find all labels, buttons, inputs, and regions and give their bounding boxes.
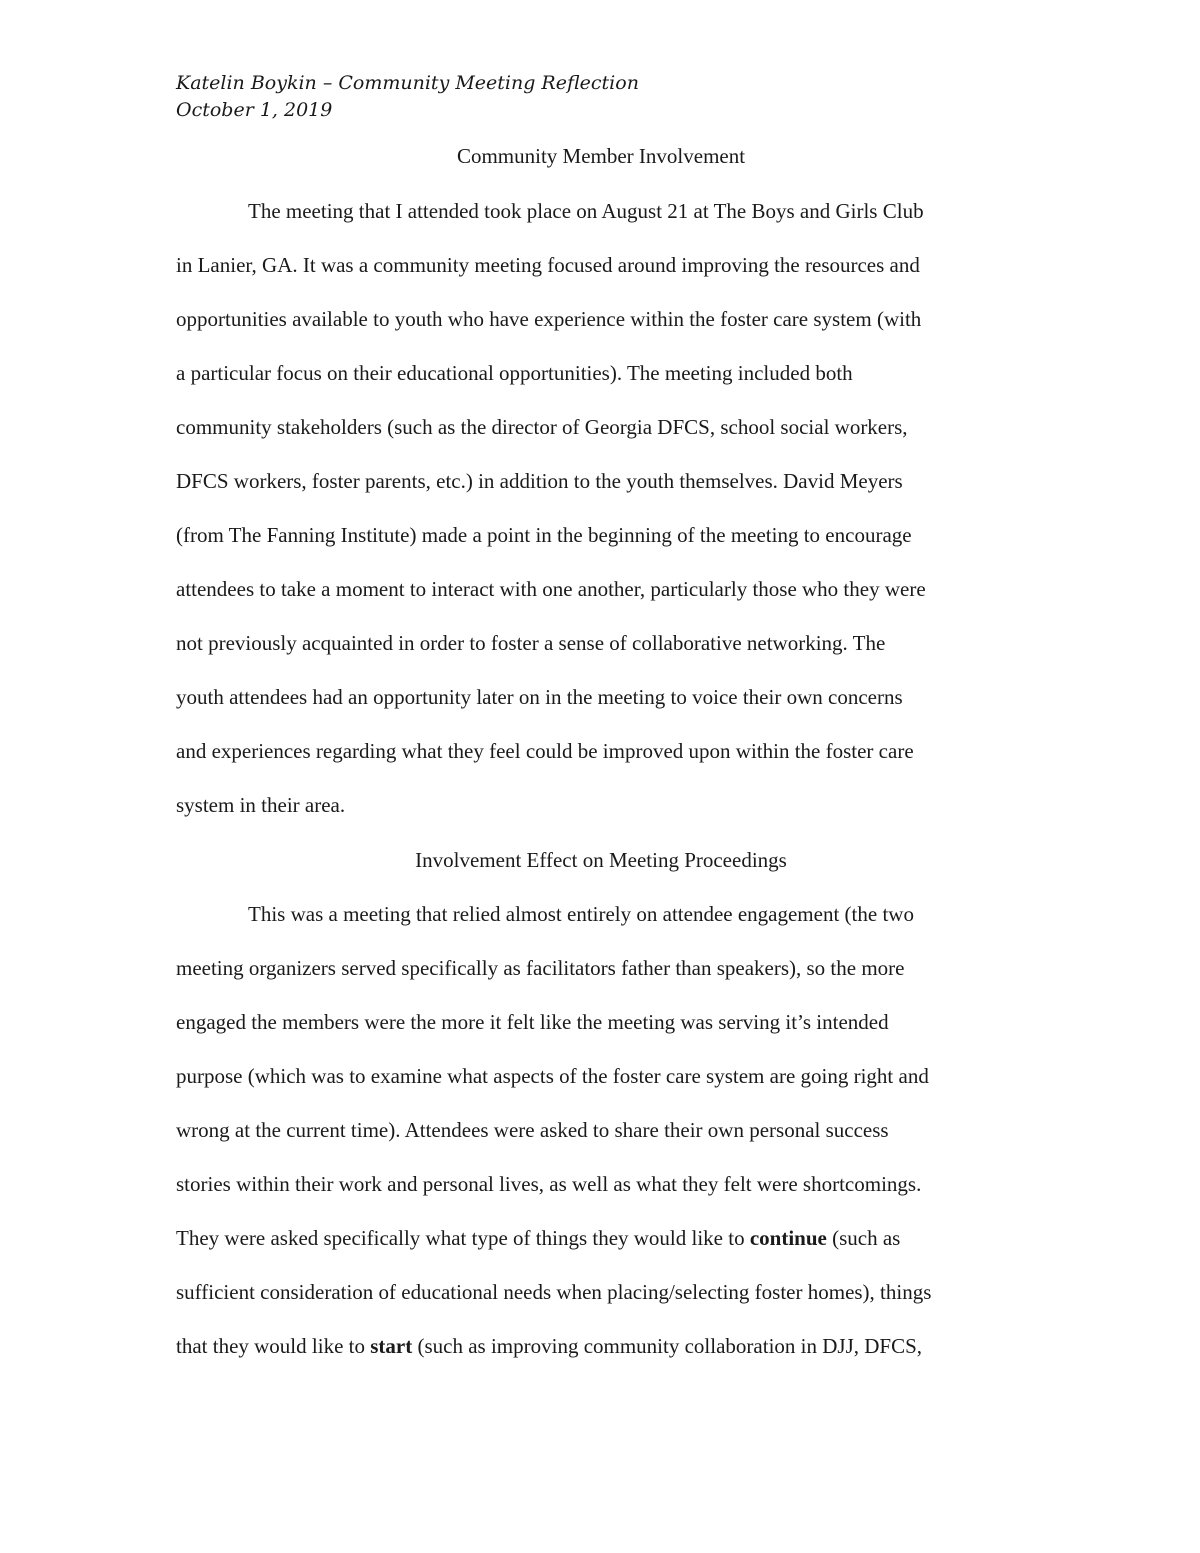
line-text: They were asked specifically what type of things they would like to bbox=[176, 1226, 750, 1250]
paragraph-line bbox=[176, 1223, 1036, 1277]
paragraph-community-member-involvement bbox=[176, 196, 1036, 844]
paragraph-line bbox=[176, 1331, 1036, 1385]
paragraph-line: system in their area. bbox=[176, 793, 346, 817]
header-title: Katelin Boykin – Community Meeting Reflection bbox=[176, 72, 639, 94]
paragraph-line: opportunities available to youth who have experience within the foster care system (with bbox=[176, 307, 922, 331]
document-header bbox=[176, 70, 1036, 124]
paragraph-involvement-effect bbox=[176, 899, 1036, 1385]
paragraph-line: (from The Fanning Institute) made a point in the beginning of the meeting to encourage bbox=[176, 523, 912, 547]
line-text: (such as improving community collaboration in DJJ, DFCS, bbox=[412, 1334, 923, 1358]
paragraph-line: attendees to take a moment to interact with one another, particularly those who they were bbox=[176, 577, 926, 601]
paragraph-line: stories within their work and personal lives, as well as what they felt were shortcomings. bbox=[176, 1172, 922, 1196]
paragraph-line: a particular focus on their educational opportunities). The meeting included both bbox=[176, 361, 853, 385]
paragraph-line: and experiences regarding what they feel could be improved upon within the foster care bbox=[176, 739, 914, 763]
paragraph-line: The meeting that I attended took place on August 21 at The Boys and Girls Club bbox=[248, 199, 924, 223]
emphasis-start: start bbox=[370, 1334, 413, 1358]
header-date: October 1, 2019 bbox=[176, 99, 333, 121]
paragraph-line: sufficient consideration of educational needs when placing/selecting foster homes), things bbox=[176, 1280, 932, 1304]
section-heading-involvement-effect: Involvement Effect on Meeting Proceedings bbox=[415, 848, 787, 872]
paragraph-line: wrong at the current time). Attendees were asked to share their own personal success bbox=[176, 1118, 889, 1142]
paragraph-line: community stakeholders (such as the director of Georgia DFCS, school social workers, bbox=[176, 415, 908, 439]
line-text: that they would like to bbox=[176, 1334, 371, 1358]
paragraph-line: purpose (which was to examine what aspects of the foster care system are going right and bbox=[176, 1064, 929, 1088]
section-heading-community-member-involvement: Community Member Involvement bbox=[456, 144, 746, 168]
paragraph-line: This was a meeting that relied almost entirely on attendee engagement (the two bbox=[248, 902, 914, 926]
paragraph-line: DFCS workers, foster parents, etc.) in addition to the youth themselves. David Meyers bbox=[176, 469, 903, 493]
paragraph-line: engaged the members were the more it felt like the meeting was serving it’s intended bbox=[176, 1010, 889, 1034]
line-text: (such as bbox=[826, 1226, 901, 1250]
paragraph-line: not previously acquainted in order to foster a sense of collaborative networking. The bbox=[176, 631, 886, 655]
paragraph-line: meeting organizers served specifically as facilitators father than speakers), so the more bbox=[176, 956, 905, 980]
paragraph-line: youth attendees had an opportunity later on in the meeting to voice their own concerns bbox=[176, 685, 903, 709]
emphasis-continue: continue bbox=[749, 1226, 827, 1250]
paragraph-line: in Lanier, GA. It was a community meeting focused around improving the resources and bbox=[176, 253, 920, 277]
